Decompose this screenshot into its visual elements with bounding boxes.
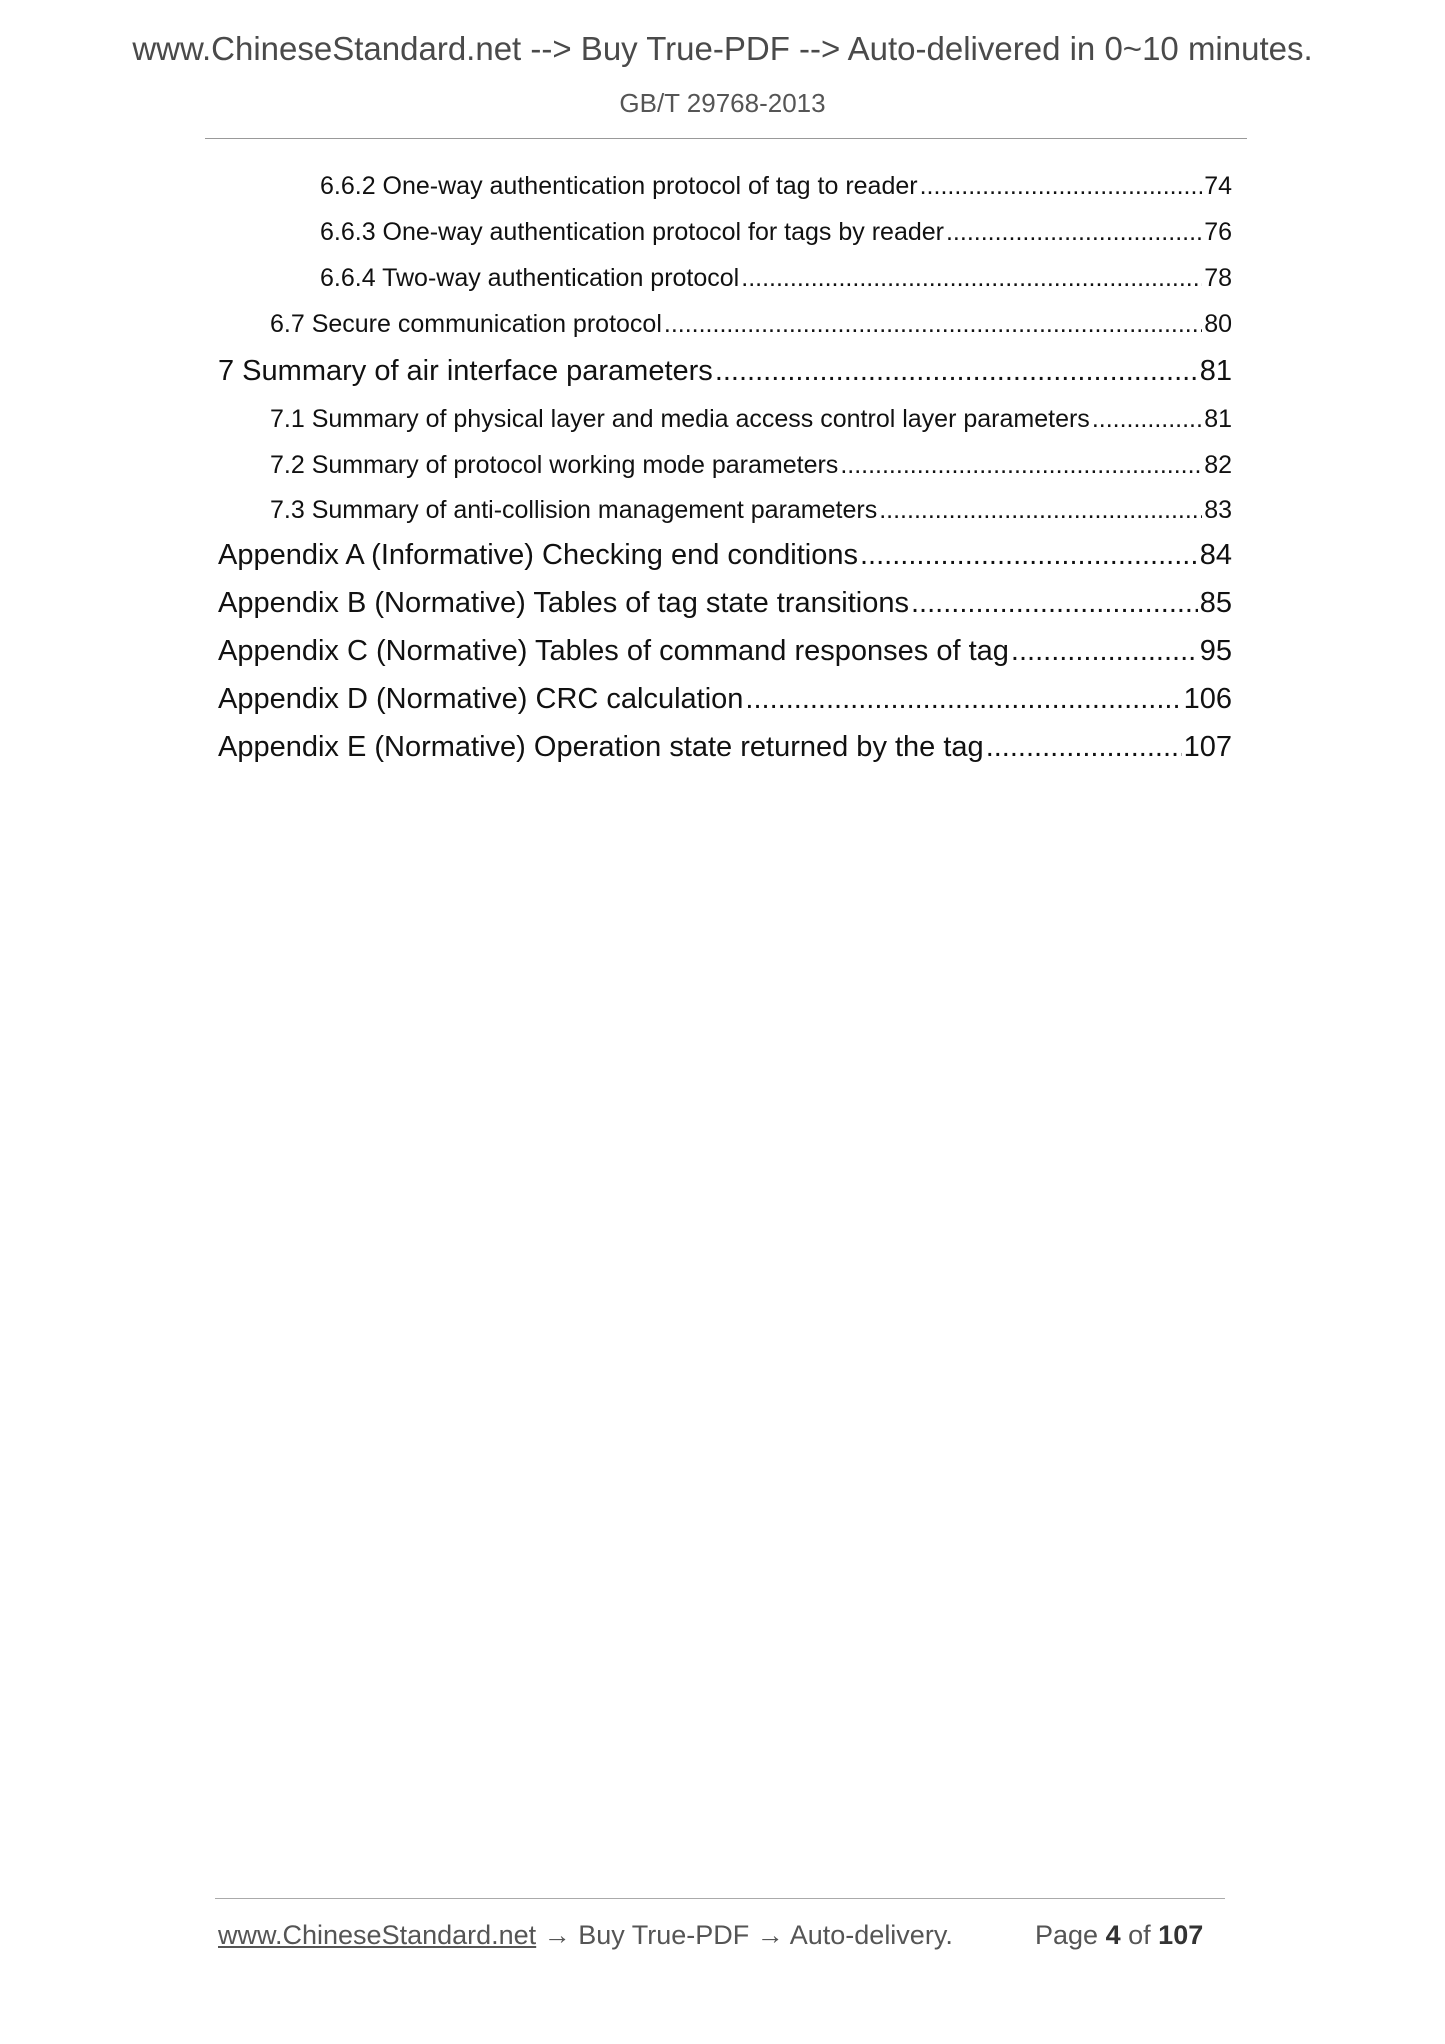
toc-entry[interactable] [218, 683, 1232, 716]
toc-entry-page: 81 [1204, 405, 1232, 433]
toc-entry[interactable] [218, 635, 1232, 668]
toc-entry[interactable] [270, 405, 1232, 434]
toc-entry-page: 82 [1204, 451, 1232, 479]
toc-entry[interactable] [218, 731, 1232, 764]
document-code: GB/T 29768-2013 [619, 88, 826, 118]
toc-leader-dots [879, 496, 1202, 525]
toc-entry-title: 7.2 Summary of protocol working mode parameters [270, 451, 839, 479]
toc-entry-title: 7.3 Summary of anti-collision management parameters [270, 496, 878, 524]
toc-leader-dots [860, 539, 1198, 572]
toc-entry[interactable] [218, 539, 1232, 572]
toc-leader-dots [664, 310, 1202, 339]
footer-promo [218, 1920, 953, 1951]
toc-entry-page: 81 [1199, 355, 1232, 387]
toc-entry-title: 6.7 Secure communication protocol [270, 310, 662, 338]
toc-entry-page: 76 [1204, 218, 1232, 246]
header-banner: www.ChineseStandard.net --> Buy True-PDF --> Auto-delivered in 0~10 minutes. [132, 30, 1313, 67]
footer-divider [215, 1898, 1225, 1899]
toc-leader-dots [911, 587, 1198, 620]
toc-entry-page: 95 [1199, 635, 1232, 667]
toc-leader-dots [840, 451, 1202, 480]
toc-entry-page: 107 [1183, 731, 1232, 763]
toc-leader-dots [986, 731, 1182, 764]
toc-leader-dots [715, 355, 1198, 388]
toc-leader-dots [745, 683, 1181, 716]
toc-leader-dots [920, 172, 1203, 201]
toc-entry-page: 106 [1183, 683, 1232, 715]
toc-leader-dots [946, 218, 1202, 247]
table-of-contents [0, 0, 1445, 800]
toc-entry-title: Appendix D (Normative) CRC calculation [218, 683, 744, 715]
toc-entry[interactable] [218, 355, 1232, 388]
page-current: 4 [1105, 1920, 1121, 1950]
page-of-label: of [1128, 1920, 1151, 1950]
toc-leader-dots [1011, 635, 1198, 668]
toc-entry-page: 85 [1199, 587, 1232, 619]
toc-entry[interactable] [320, 218, 1232, 247]
footer-tagline: → Buy True-PDF → Auto-delivery. [536, 1920, 953, 1950]
toc-entry-title: 7 Summary of air interface parameters [218, 355, 713, 387]
page-label: Page [1035, 1920, 1099, 1950]
toc-entry-page: 83 [1204, 496, 1232, 524]
toc-entry-title: Appendix E (Normative) Operation state returned by the tag [218, 731, 984, 763]
page-indicator [1035, 1920, 1203, 1951]
toc-leader-dots [741, 264, 1202, 293]
toc-entry[interactable] [320, 264, 1232, 293]
page-total: 107 [1158, 1920, 1204, 1950]
toc-entry-page: 74 [1204, 172, 1232, 200]
toc-entry[interactable] [218, 587, 1232, 620]
toc-entry[interactable] [270, 496, 1232, 525]
toc-entry[interactable] [320, 172, 1232, 201]
toc-entry-page: 78 [1204, 264, 1232, 292]
toc-leader-dots [1092, 405, 1202, 434]
toc-entry-title: 7.1 Summary of physical layer and media access control layer parameters [270, 405, 1090, 433]
toc-entry-title: 6.6.4 Two-way authentication protocol [320, 264, 740, 292]
toc-entry[interactable] [270, 310, 1232, 339]
toc-entry-title: Appendix B (Normative) Tables of tag state transitions [218, 587, 909, 619]
toc-entry-title: 6.6.3 One-way authentication protocol for tags by reader [320, 218, 944, 246]
toc-entry-title: Appendix A (Informative) Checking end conditions [218, 539, 858, 571]
footer-site-link[interactable]: www.ChineseStandard.net [218, 1920, 537, 1950]
toc-entry-title: Appendix C (Normative) Tables of command responses of tag [218, 635, 1009, 667]
toc-entry[interactable] [270, 451, 1232, 480]
toc-entry-page: 84 [1199, 539, 1232, 571]
toc-entry-page: 80 [1204, 310, 1232, 338]
toc-entry-title: 6.6.2 One-way authentication protocol of tag to reader [320, 172, 918, 200]
